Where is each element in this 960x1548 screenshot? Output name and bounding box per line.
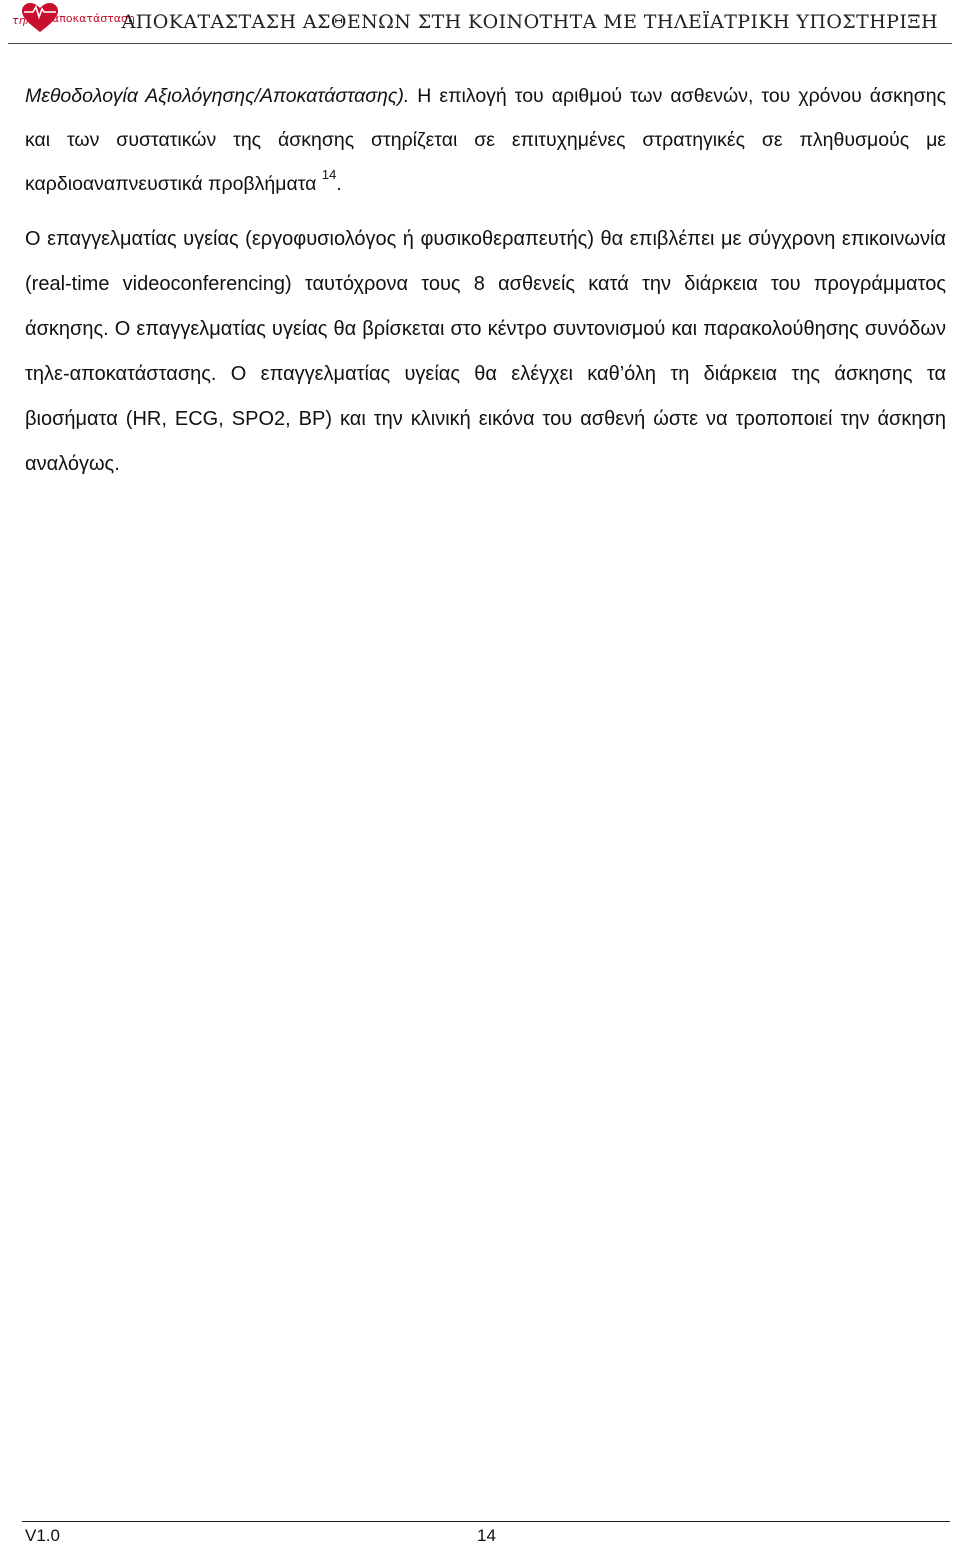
paragraph-1-text: Η επιλογή του αριθμού των ασθενών, του χρόνου άσκησης και των συστατικών της άσκησης στηρίζεται σε επιτυχημένες στρατηγικές σε πληθυσμούς με καρδιοαναπνευστικά προβλήματα (25, 85, 946, 195)
paragraph-2: Ο επαγγελματίας υγείας (εργοφυσιολόγος ή φυσικοθεραπευτής) θα επιβλέπει με σύγχρονη επικοινωνία (real-time videoconferencing) ταυτόχρονα τους 8 ασθενείς κατά την διάρκεια του προγράμματος άσκησης. Ο επαγγελματίας υγείας θα βρίσκεται στο κέντρο συντονισμού και παρακολούθησης συνόδων τηλε-αποκατάστασης. Ο επαγγελματίας υγείας θα ελέγχει καθ’όλη τη διάρκεια της άσκησης τα βιοσήματα (HR, ECG, SPO2, BP) και την κλινική εικόνα του ασθενή ώστε να τροποποιεί την άσκηση αναλόγως. (25, 228, 946, 475)
paragraph-1 (25, 74, 946, 206)
footer-divider (22, 1521, 950, 1522)
header-divider (8, 43, 952, 44)
version-label: V1.0 (25, 1526, 60, 1545)
methodology-reference: Μεθοδολογία Αξιολόγησης/Αποκατάστασης). (25, 85, 410, 107)
page-header (0, 0, 960, 44)
paragraph-1-end: . (336, 173, 342, 195)
citation-ref: 14 (321, 167, 337, 182)
svg-text:αποκατάσταση: αποκατάσταση (52, 12, 135, 25)
svg-text:τηλε: τηλε (12, 14, 39, 27)
document-body (25, 74, 946, 487)
page-number: 14 (477, 1526, 496, 1545)
tele-rehab-logo (10, 2, 135, 38)
document-title: ΑΠΟΚΑΤΑΣΤΑΣΗ ΑΣΘΕΝΩΝ ΣΤΗ ΚΟΙΝΟΤΗΤΑ ΜΕ ΤΗΛΕΪΑΤΡΙΚΗ ΥΠΟΣΤΗΡΙΞΗ (121, 11, 938, 33)
